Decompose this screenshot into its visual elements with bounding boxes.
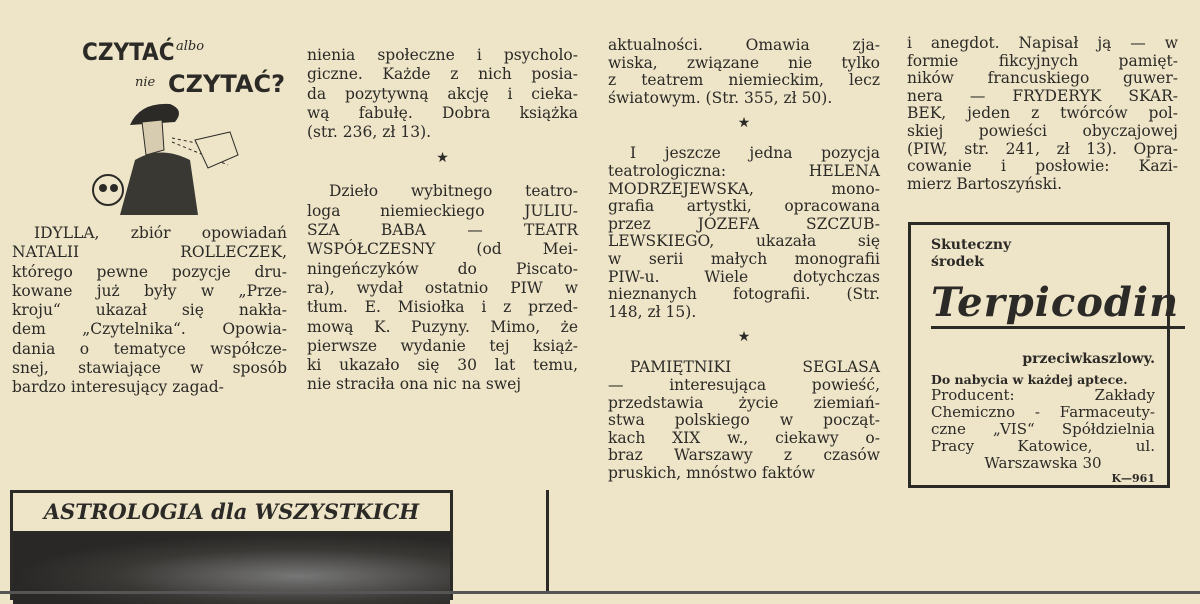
ad-brand-logo: Terpicodin xyxy=(931,279,1185,329)
text-line: pruskich, mnóstwo faktów xyxy=(608,463,816,482)
text-line: pierwsze wydanie tej książ- xyxy=(307,336,578,355)
text-line: kach XIX w., ciekawy o- xyxy=(608,428,880,447)
text-line: ników francuskiego guwer- xyxy=(907,69,1178,88)
text-line: dem „Czytelnika“. Opowia- xyxy=(12,320,287,339)
text-line: kowane już były w „Prze- xyxy=(12,281,287,300)
terpicodin-advertisement xyxy=(908,222,1180,488)
text-line: 148, zł 15). xyxy=(608,302,697,321)
text-line: nera — FRYDERYK SKAR- xyxy=(907,86,1178,105)
text-line: skiej powieści obyczajowej xyxy=(907,121,1178,140)
text-line: braz Warszawy z czasów xyxy=(608,446,880,465)
text-line: grafia artystki, opracowana xyxy=(608,197,880,216)
text-line: SZA BABA — TEATR xyxy=(307,221,578,240)
text-line: ki ukazało się 30 lat temu, xyxy=(307,356,578,375)
column-3 xyxy=(608,37,880,482)
column-divider xyxy=(546,490,549,594)
text-line: z teatrem niemieckim, lecz xyxy=(608,71,880,90)
svg-text:CZYTAĆ: CZYTAĆ xyxy=(82,38,175,66)
text-line: ra), wydał ostatnio PIW w xyxy=(307,278,578,297)
ad-producer-line: Producent: Zakłady xyxy=(931,386,1155,404)
svg-text:albo: albo xyxy=(176,39,205,54)
text-line: nienia społeczne i psycholo- xyxy=(307,46,578,64)
text-line: tłum. E. Misiołka i z przed- xyxy=(307,298,578,317)
text-line: mową K. Puzyny. Mimo, że xyxy=(307,317,578,336)
text-line: wą fabułę. Dobra książka xyxy=(307,103,578,122)
text-line: (PIW, str. 241, zł 13). Opra- xyxy=(907,139,1178,158)
astrology-section xyxy=(10,490,453,600)
text-line: giczne. Każde z nich posia- xyxy=(307,65,578,84)
column-4 xyxy=(907,35,1178,193)
text-line: PAMIĘTNIKI SEGLASA xyxy=(630,358,880,377)
svg-text:CZYTAĆ?: CZYTAĆ? xyxy=(168,70,286,98)
text-line: i anegdot. Napisał ją — w xyxy=(907,34,1178,52)
czytac-albo-nie-czytac-illustration xyxy=(80,20,286,200)
text-line: cowanie i posłowie: Kazi- xyxy=(907,157,1178,176)
column-2 xyxy=(307,46,578,395)
ad-code: K—961 xyxy=(1111,472,1155,485)
text-line: IDYLLA, zbiór opowiadań xyxy=(34,224,287,242)
text-line: nieznanych fotografii. (Str. xyxy=(608,285,880,304)
text-line: loga niemieckiego JULIU- xyxy=(307,201,578,220)
ad-subtitle: przeciwkaszlowy. xyxy=(1022,351,1155,367)
ad-availability: Do nabycia w każdej aptece. xyxy=(931,372,1128,387)
text-line: przez JÓZEFA SZCZUB- xyxy=(608,214,880,233)
text-line: da pozytywną akcję i cieka- xyxy=(307,84,578,103)
text-line: formie fikcyjnych pamięt- xyxy=(907,51,1178,70)
text-line: aktualności. Omawia zja- xyxy=(608,36,880,54)
ad-headline: Skuteczny xyxy=(931,237,1012,253)
astrology-title: ASTROLOGIA dla WSZYSTKICH xyxy=(13,493,450,534)
text-line: którego pewne pozycje dru- xyxy=(12,262,287,281)
text-line: I jeszcze jedna pozycja xyxy=(630,144,880,163)
ad-producer-line: Chemiczno - Farmaceuty- xyxy=(931,403,1155,421)
text-line: — interesująca powieść, xyxy=(608,375,880,394)
ad-headline-2: środek xyxy=(931,254,984,270)
text-line: w serii małych monografii xyxy=(608,249,880,268)
text-line: światowym. (Str. 355, zł 50). xyxy=(608,88,833,107)
text-line: WSPÓŁCZESNY (od Mei- xyxy=(307,240,578,259)
text-line: mierz Bartoszyński. xyxy=(907,174,1063,193)
text-line: MODRZEJEWSKA, mono- xyxy=(608,179,880,198)
text-line: (str. 236, zł 13). xyxy=(307,123,432,142)
text-line: stwa polskiego w począt- xyxy=(608,411,880,430)
text-line: kroju“ ukazał się nakła- xyxy=(12,301,287,320)
page-edge xyxy=(0,591,1200,594)
text-line: snej, stawiające w sposób xyxy=(12,359,287,378)
text-line: dania o tematyce współcze- xyxy=(12,339,287,358)
separator-star: ★ xyxy=(737,115,751,132)
text-line: BEK, jeden z twórców pol- xyxy=(907,104,1178,123)
text-line: ningeńczyków do Piscato- xyxy=(307,259,578,278)
svg-text:nie: nie xyxy=(135,75,156,90)
text-line: nie straciła ona nic na swej xyxy=(307,375,522,394)
text-line: bardzo interesujący zagad- xyxy=(12,378,224,397)
ad-producer-line: czne „VIS“ Spółdzielnia xyxy=(931,420,1155,438)
ad-producer-line: Pracy Katowice, ul. xyxy=(931,437,1155,455)
ad-address: Warszawska 30 xyxy=(984,454,1102,472)
text-line: LEWSKIEGO, ukazała się xyxy=(608,232,880,251)
column-1 xyxy=(12,224,287,398)
separator-star: ★ xyxy=(436,150,449,167)
text-line: przedstawia życie ziemiań- xyxy=(608,393,880,412)
separator-star: ★ xyxy=(737,329,751,346)
text-line: wiska, związane nie tylko xyxy=(608,53,880,72)
ad-producer xyxy=(931,387,1155,455)
text-line: NATALII ROLLECZEK, xyxy=(12,243,287,262)
text-line: Dzieło wybitnego teatro- xyxy=(329,182,578,201)
text-line: PIW-u. Wiele dotychczas xyxy=(608,267,880,286)
text-line: teatrologiczna: HELENA xyxy=(608,161,880,180)
